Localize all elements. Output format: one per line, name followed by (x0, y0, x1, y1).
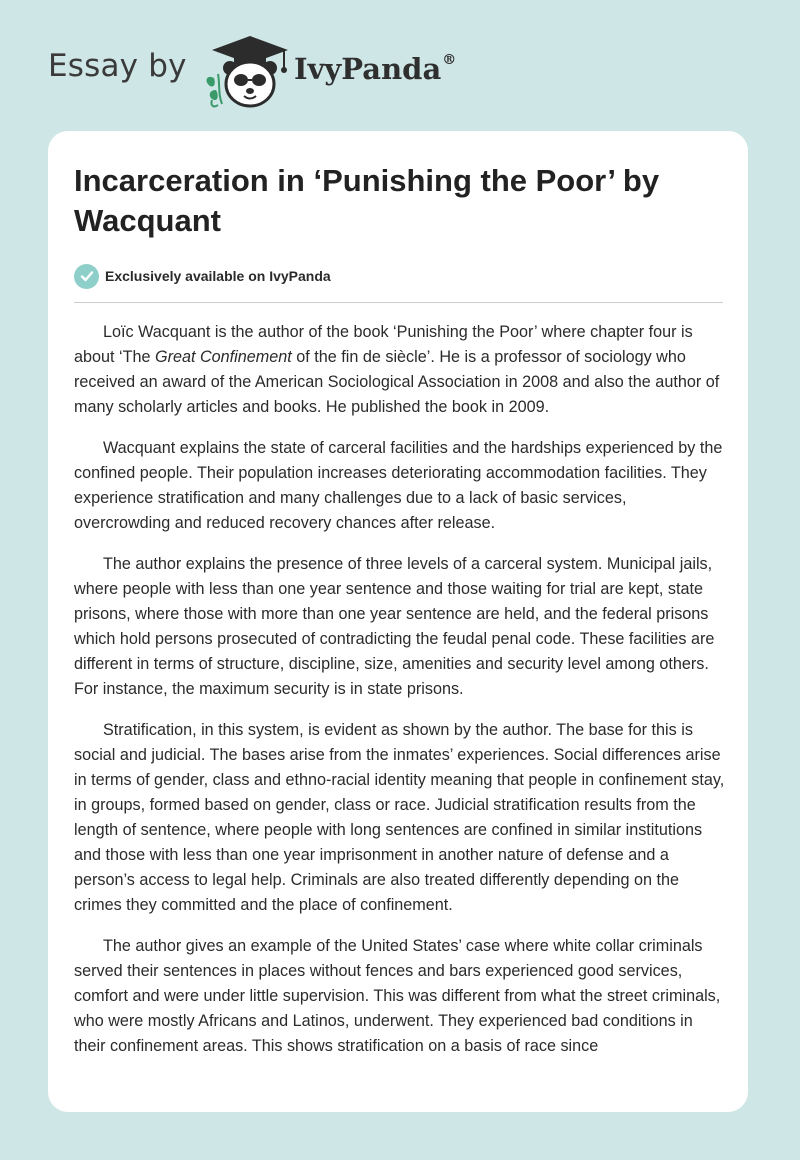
brand-name[interactable]: IvyPanda® (294, 52, 457, 86)
site-header (48, 34, 468, 114)
paragraph: Stratification, in this system, is evident as shown by the author. The base for this is social and judicial. The bases arise from the inmates’ experiences. Social differences arise in terms of gender, class and ethno-racial identity meaning that people in confinement stay, in groups, formed based on gender, class or race. Judicial stratification results from the length of sentence, where people with long sentences are confined in similar institutions and those with less than one year imprisonment in another nature of defense and a person’s access to legal help. Criminals are also treated differently depending on the crimes they committed and the place of confinement. (74, 721, 725, 914)
ivy-leaf-icon (207, 74, 222, 106)
exclusive-badge-label: Exclusively available on IvyPanda (105, 268, 331, 284)
registered-mark: ® (442, 52, 457, 69)
paragraph: Loïc Wacquant is the author of the book ‘Punishing the Poor’ where chapter four is about ‘The Great Confinement of the fin de siècle’. He is a professor of sociology who received an award of the American Sociological Association in 2008 and also the author of many scholarly articles and books. He published the book in 2009. (74, 323, 720, 416)
essay-card (48, 131, 748, 1112)
essay-title: Incarceration in ‘Punishing the Poor’ by Wacquant (74, 163, 660, 238)
paragraph: Wacquant explains the state of carceral facilities and the hardships experienced by the confined people. Their population increases deteriorating accommodation facilities. They experience stratification and many challenges due to a lack of basic services, overcrowding and reduced recovery chances after release. (74, 439, 723, 532)
paragraph: The author gives an example of the United States’ case where white collar criminals served their sentences in places without fences and bars experienced good services, comfort and were under little supervision. This was different from what the street criminals, who were mostly Africans and Latinos, underwent. They experienced bad conditions in their confinement areas. This shows stratification on a basis of race since (74, 937, 721, 1055)
check-icon (74, 264, 99, 289)
essay-body (74, 320, 726, 1075)
panda-logo-icon[interactable] (200, 34, 300, 110)
essay-by-label: Essay by (48, 48, 187, 84)
exclusive-badge (74, 263, 331, 289)
divider (74, 302, 723, 303)
paragraph: The author explains the presence of three levels of a carceral system. Municipal jails, where people with less than one year sentence and those waiting for trial are kept, state prisons, where those with more than one year sentence are held, and the federal prisons which hold persons prosecuted of contradicting the feudal penal code. These facilities are different in terms of structure, discipline, size, amenities and security level among others. For instance, the maximum security is in state prisons. (74, 555, 715, 698)
